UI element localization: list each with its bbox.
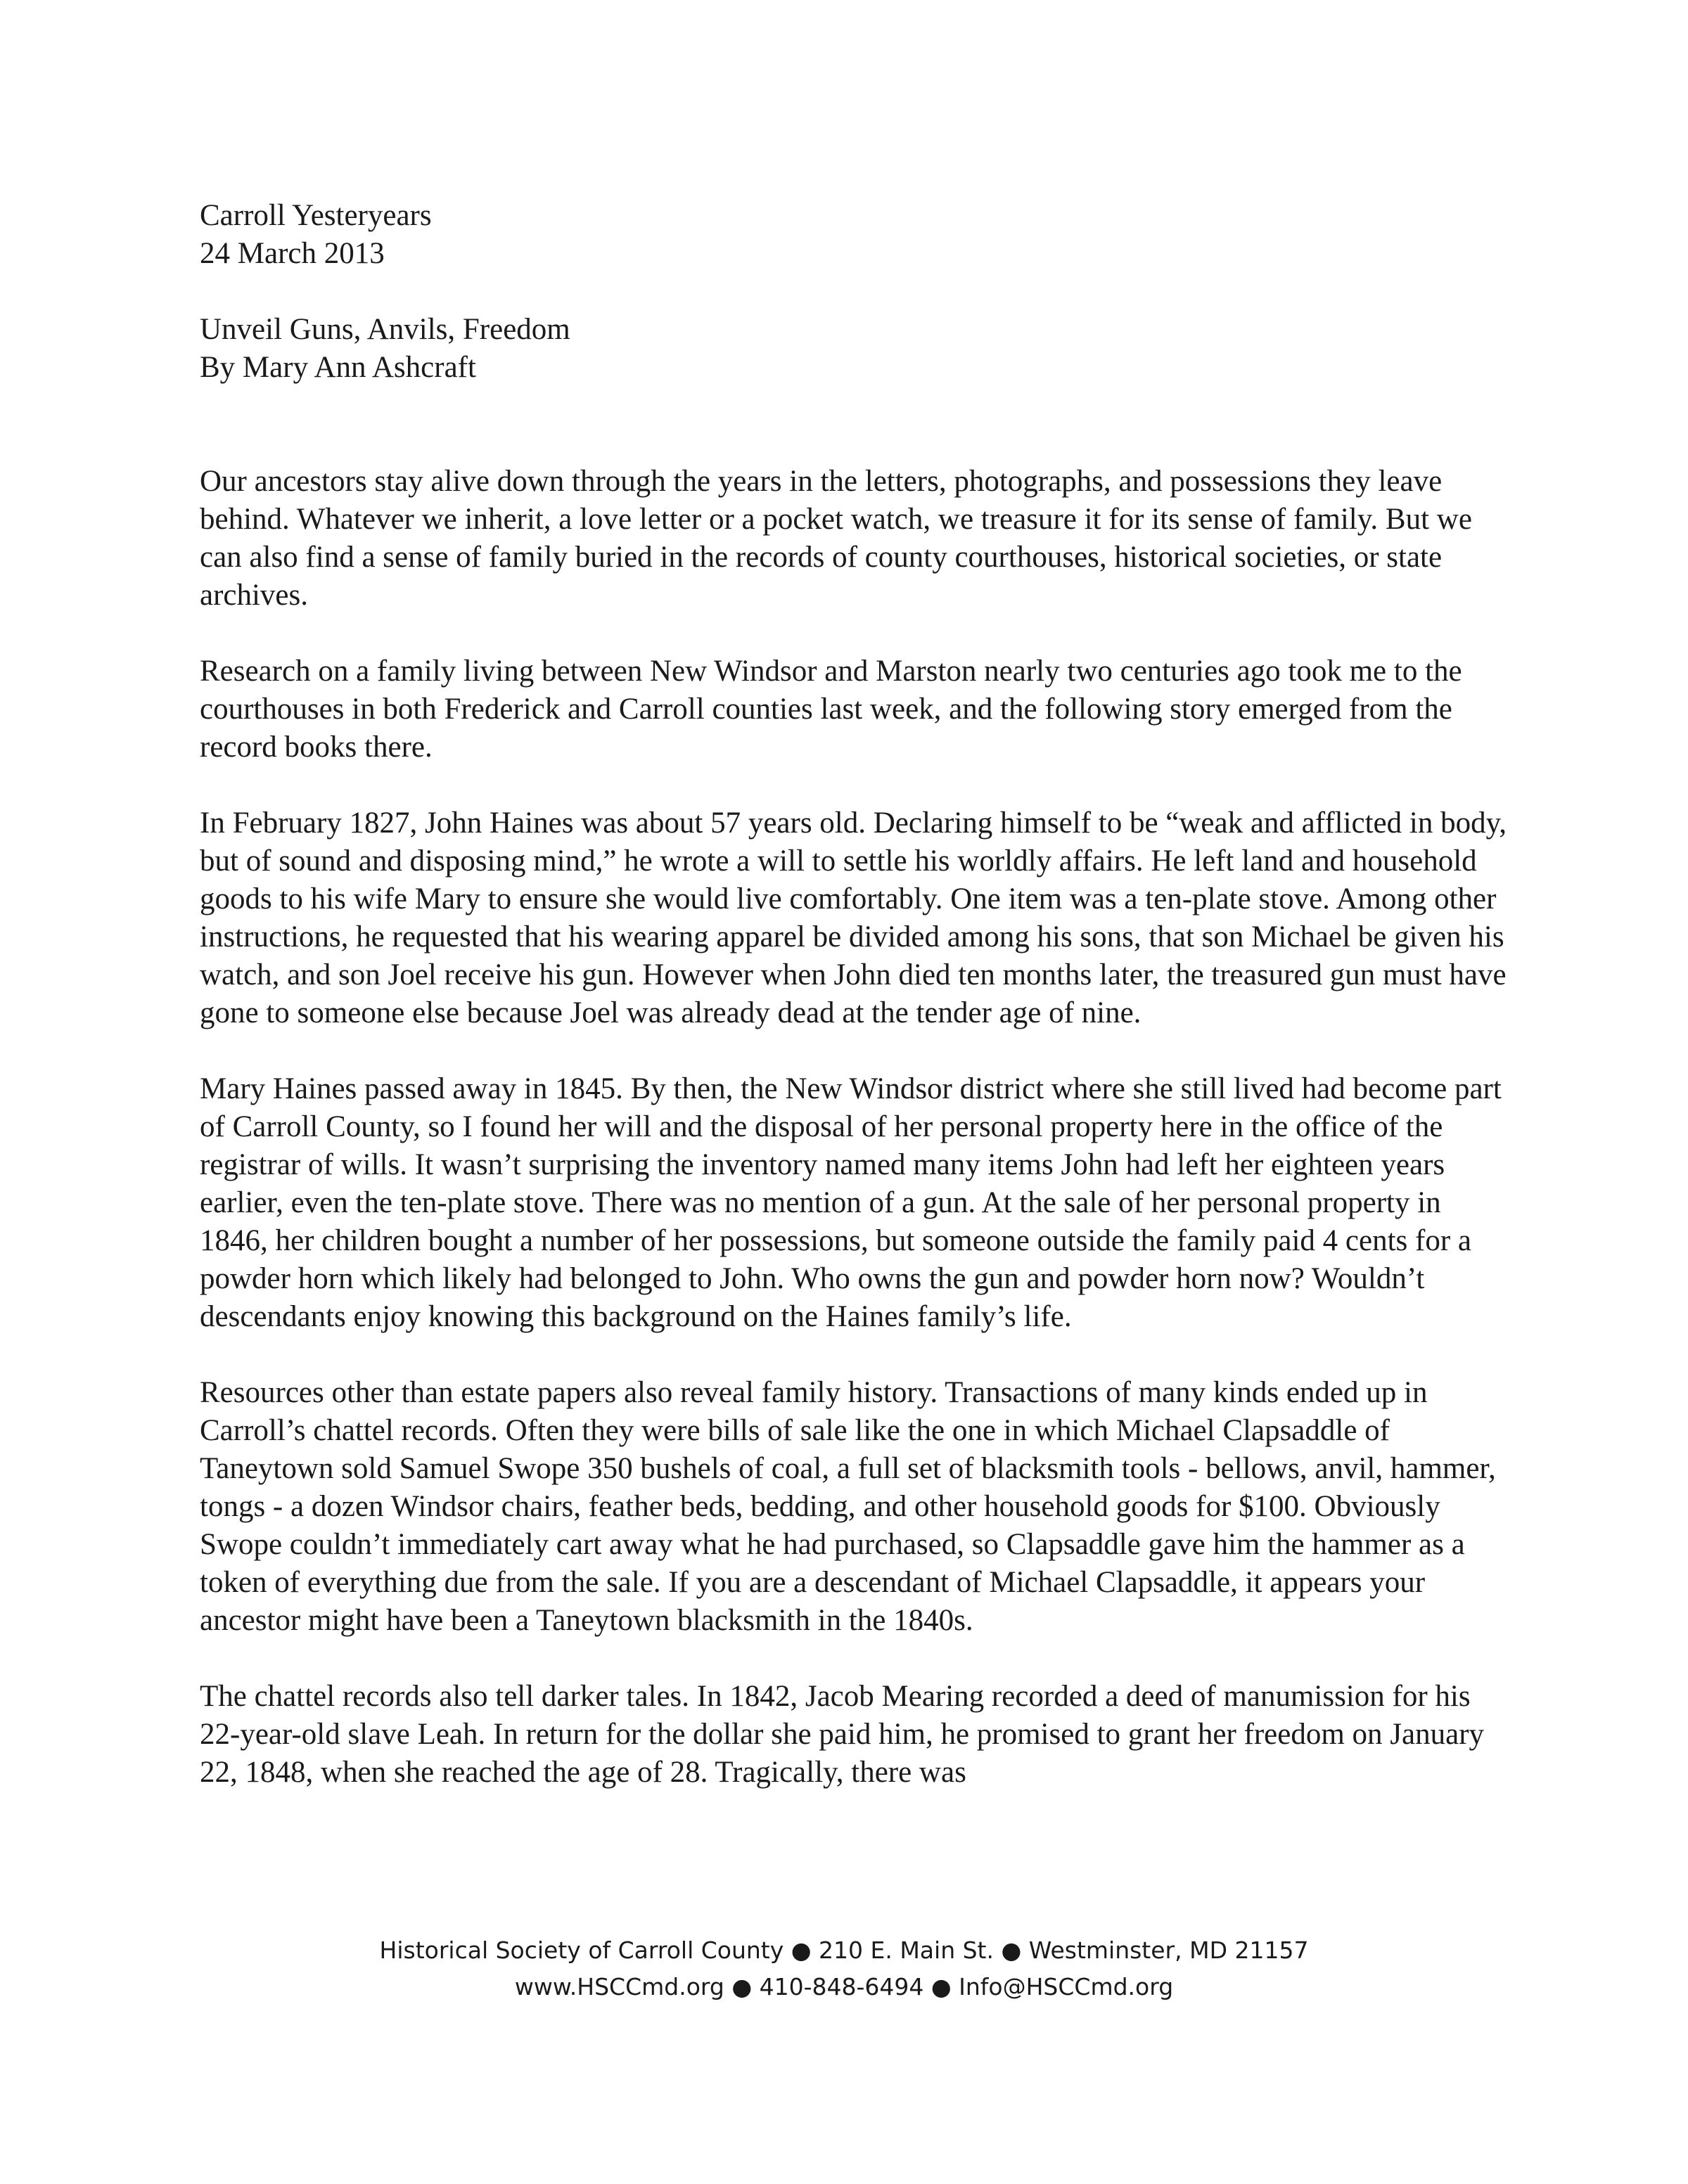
article-body <box>200 197 1508 1830</box>
column-name: Carroll Yesteryears <box>200 199 432 232</box>
page-footer <box>0 1932 1688 2005</box>
paragraph-2: Research on a family living between New Windsor and Marston nearly two centuries ago took me to the courthouses in both Frederick and Carroll counties last week, and the following story emerged from the record books there. <box>200 655 1462 764</box>
publication-date: 24 March 2013 <box>200 237 385 270</box>
footer-address: Historical Society of Carroll County ● 210 E. Main St. ● Westminster, MD 21157 <box>379 1936 1309 1964</box>
paragraph-1: Our ancestors stay alive down through the years in the letters, photographs, and possessions they leave behind. Whatever we inherit, a love letter or a pocket watch, we treasure it for its sense of family. But we can also find a sense of family buried in the records of county courthouses, historical societies, or state archives. <box>200 465 1472 612</box>
paragraph-3: In February 1827, John Haines was about 57 years old. Declaring himself to be “weak and afflicted in body, but of sound and disposing mind,” he wrote a will to settle his worldly affairs. He left land and household goods to his wife Mary to ensure she would live comfortably. One item was a ten-plate stove. Among other instructions, he requested that his wearing apparel be divided among his sons, that son Michael be given his watch, and son Joel receive his gun. However when John died ten months later, the treasured gun must have gone to someone else because Joel was already dead at the tender age of nine. <box>200 807 1507 1029</box>
footer-contact: www.HSCCmd.org ● 410-848-6494 ● Info@HSCCmd.org <box>514 1973 1174 2000</box>
article-title: Unveil Guns, Anvils, Freedom <box>200 313 570 346</box>
paragraph-5: Resources other than estate papers also reveal family history. Transactions of many kinds ended up in Carroll’s chattel records. Often they were bills of sale like the one in which Michael Clapsaddle of Taneytown sold Samuel Swope 350 bushels of coal, a full set of blacksmith tools - bellows, anvil, hammer, tongs - a dozen Windsor chairs, feather beds, bedding, and other household goods for $100. Obviously Swope couldn’t immediately cart away what he had purchased, so Clapsaddle gave him the hammer as a token of everything due from the sale. If you are a descendant of Michael Clapsaddle, it appears your ancestor might have been a Taneytown blacksmith in the 1840s. <box>200 1376 1496 1637</box>
paragraph-6: The chattel records also tell darker tales. In 1842, Jacob Mearing recorded a deed of manumission for his 22-year-old slave Leah. In return for the dollar she paid him, he promised to grant her freedom on January 22, 1848, when she reached the age of 28. Tragically, there was <box>200 1680 1485 1789</box>
paragraph-4: Mary Haines passed away in 1845. By then, the New Windsor district where she still lived had become part of Carroll County, so I found her will and the disposal of her personal property here in the office of the registrar of wills. It wasn’t surprising the inventory named many items John had left her eighteen years earlier, even the ten-plate stove. There was no mention of a gun. At the sale of her personal property in 1846, her children bought a number of her possessions, but someone outside the family paid 4 cents for a powder horn which likely had belonged to John. Who owns the gun and powder horn now? Wouldn’t descendants enjoy knowing this background on the Haines family’s life. <box>200 1072 1502 1333</box>
byline: By Mary Ann Ashcraft <box>200 351 476 384</box>
